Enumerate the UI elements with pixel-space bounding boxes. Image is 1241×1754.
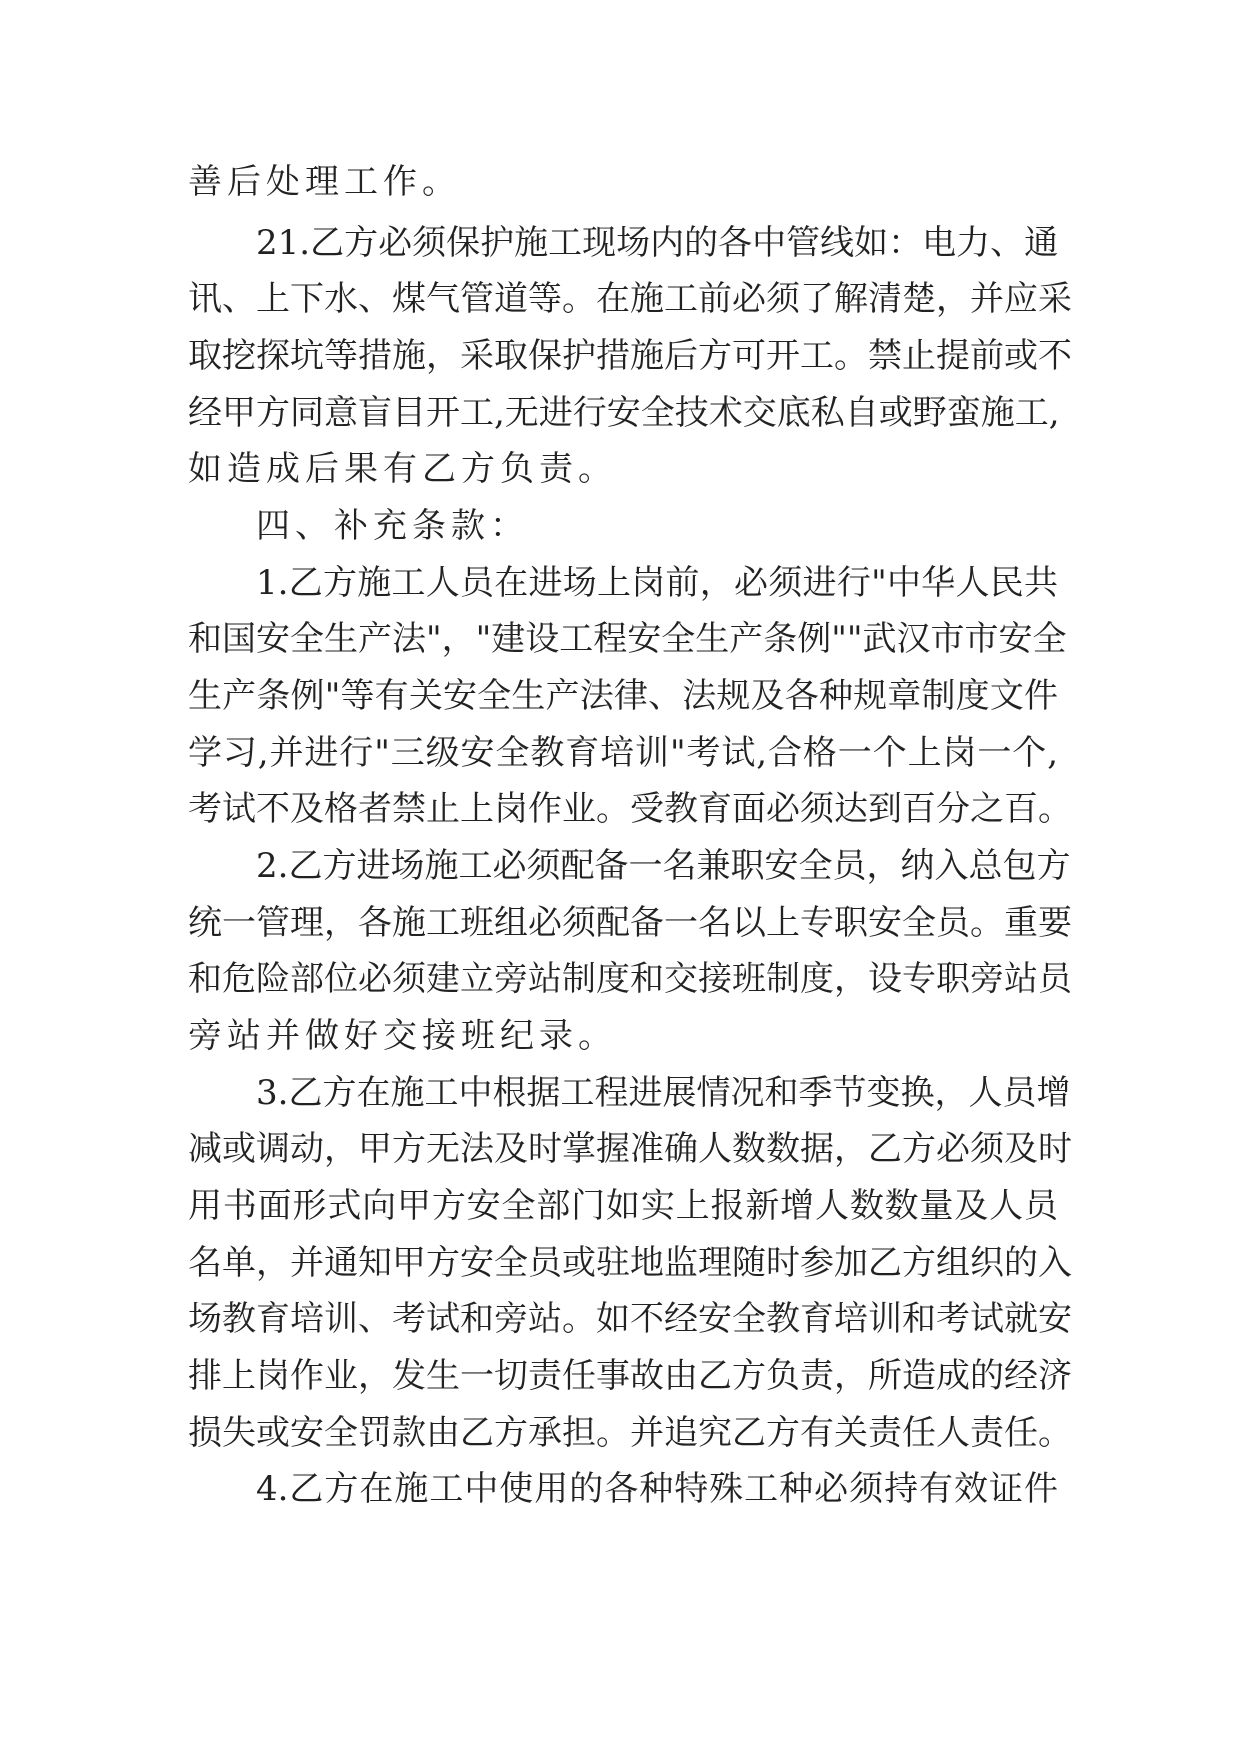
text-line: 善后处理工作。 bbox=[188, 162, 461, 202]
text-line: 取挖探坑等措施，采取保护措施后方可开工。禁止提前或不 bbox=[188, 336, 1072, 376]
text-line: 学习,并进行"三级安全教育培训"考试,合格一个上岗一个, bbox=[188, 733, 1058, 773]
text-line: 和危险部位必须建立旁站制度和交接班制度，设专职旁站员 bbox=[188, 959, 1072, 999]
paragraph-1-start: 1.乙方施工人员在进场上岗前，必须进行"中华人民共 bbox=[256, 563, 1058, 603]
text-line: 生产条例"等有关安全生产法律、法规及各种规章制度文件 bbox=[188, 676, 1058, 716]
text-line: 旁站并做好交接班纪录。 bbox=[188, 1016, 617, 1056]
text-line: 场教育培训、考试和旁站。如不经安全教育培训和考试就安 bbox=[188, 1299, 1072, 1339]
text-line: 考试不及格者禁止上岗作业。受教育面必须达到百分之百。 bbox=[188, 789, 1072, 829]
text-line: 用书面形式向甲方安全部门如实上报新增人数数量及人员 bbox=[188, 1186, 1058, 1226]
text-line: 排上岗作业，发生一切责任事故由乙方负责，所造成的经济 bbox=[188, 1356, 1072, 1396]
text-line: 讯、上下水、煤气管道等。在施工前必须了解清楚，并应采 bbox=[188, 279, 1072, 319]
text-line: 如造成后果有乙方负责。 bbox=[188, 449, 617, 489]
text-line: 减或调动，甲方无法及时掌握准确人数数据，乙方必须及时 bbox=[188, 1129, 1072, 1169]
paragraph-21-start: 21.乙方必须保护施工现场内的各中管线如：电力、通 bbox=[256, 223, 1059, 263]
text-line: 名单，并通知甲方安全员或驻地监理随时参加乙方组织的入 bbox=[188, 1243, 1072, 1283]
text-line: 损失或安全罚款由乙方承担。并追究乙方有关责任人责任。 bbox=[188, 1413, 1072, 1453]
paragraph-2-start: 2.乙方进场施工必须配备一名兼职安全员，纳入总包方 bbox=[256, 846, 1071, 886]
text-line: 经甲方同意盲目开工,无进行安全技术交底私自或野蛮施工, bbox=[188, 393, 1060, 433]
section-heading: 四、补充条款： bbox=[256, 506, 529, 546]
paragraph-4-start: 4.乙方在施工中使用的各种特殊工种必须持有效证件 bbox=[256, 1469, 1058, 1509]
paragraph-3-start: 3.乙方在施工中根据工程进展情况和季节变换，人员增 bbox=[256, 1073, 1071, 1113]
text-line: 统一管理，各施工班组必须配备一名以上专职安全员。重要 bbox=[188, 903, 1072, 943]
text-line: 和国安全生产法"，"建设工程安全生产条例""武汉市市安全 bbox=[188, 619, 1067, 659]
